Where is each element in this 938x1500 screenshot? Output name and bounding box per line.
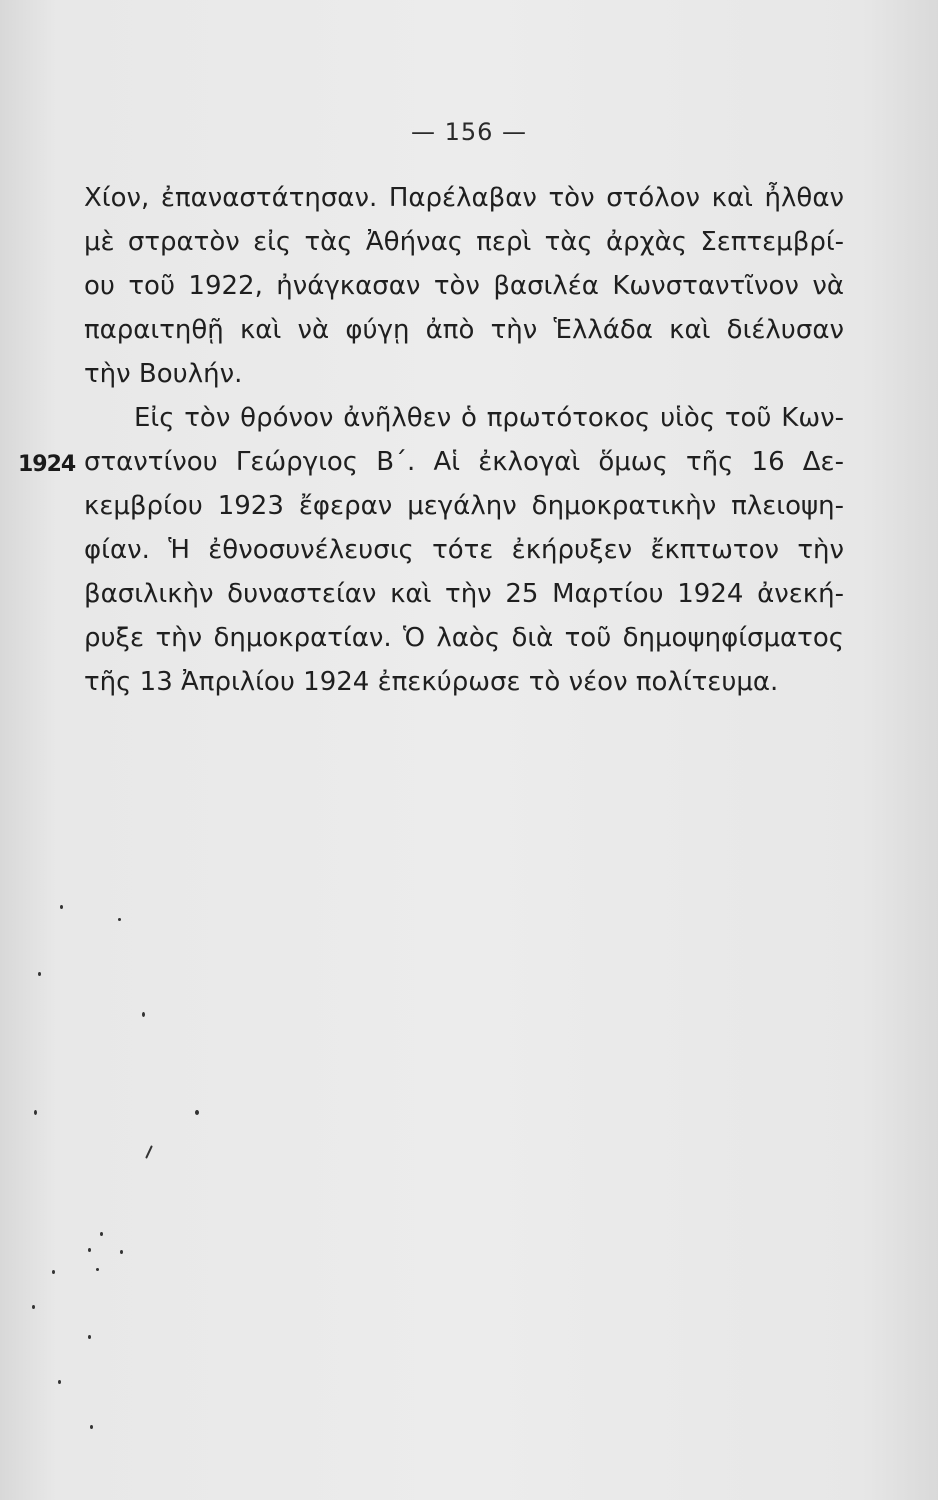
page-number: — 156 — [410, 118, 528, 146]
scan-speck [88, 1335, 91, 1339]
scan-speck [34, 1110, 37, 1115]
text-line: παραιτηθῇ καὶ νὰ φύγῃ ἀπὸ τὴν Ἑλλάδα καὶ διέλυσαν [84, 315, 844, 345]
scan-speck [38, 972, 41, 976]
scan-speck [100, 1232, 103, 1236]
margin-note-year: 1924 [18, 452, 76, 477]
scan-speck [120, 1250, 123, 1254]
scan-speck [52, 1270, 55, 1274]
text-line: σταντίνου Γεώργιος Β΄. Αἱ ἐκλογαὶ ὅμως τῆς 16 Δε- [84, 447, 844, 477]
scan-speck [145, 1145, 153, 1159]
text-line: τῆς 13 Ἀπριλίου 1924 ἐπεκύρωσε τὸ νέον πολίτευμα. [84, 667, 779, 697]
scan-speck [96, 1268, 99, 1271]
text-line: μὲ στρατὸν εἰς τὰς Ἀθήνας περὶ τὰς ἀρχὰς Σεπτεμβρί- [84, 227, 844, 257]
scan-speck [32, 1305, 35, 1309]
scan-speck [142, 1012, 145, 1017]
scan-speck [90, 1425, 93, 1429]
scan-speck [88, 1248, 91, 1252]
text-line: ου τοῦ 1922, ἠνάγκασαν τὸν βασιλέα Κωνσταντῖνον νὰ [84, 271, 844, 301]
scan-speck [58, 1380, 61, 1384]
scan-speck [118, 918, 121, 921]
text-line: Χίον, ἐπαναστάτησαν. Παρέλαβαν τὸν στόλον καὶ ἦλθαν [84, 183, 844, 213]
body-text [84, 176, 844, 704]
text-line: ρυξε τὴν δημοκρατίαν. Ὁ λαὸς διὰ τοῦ δημοψηφίσματος [84, 623, 844, 653]
scan-speck [195, 1110, 199, 1115]
text-line: τὴν Βουλήν. [84, 359, 243, 389]
text-line: κεμβρίου 1923 ἔφεραν μεγάλην δημοκρατικὴν πλειοψη- [84, 491, 844, 521]
text-line: Εἰς τὸν θρόνον ἀνῆλθεν ὁ πρωτότοκος υἱὸς τοῦ Κων- [134, 403, 844, 433]
scan-speck [60, 905, 63, 909]
text-line: φίαν. Ἡ ἐθνοσυνέλευσις τότε ἐκήρυξεν ἔκπτωτον τὴν [84, 535, 844, 565]
text-line: βασιλικὴν δυναστείαν καὶ τὴν 25 Μαρτίου 1924 ἀνεκή- [84, 579, 844, 609]
